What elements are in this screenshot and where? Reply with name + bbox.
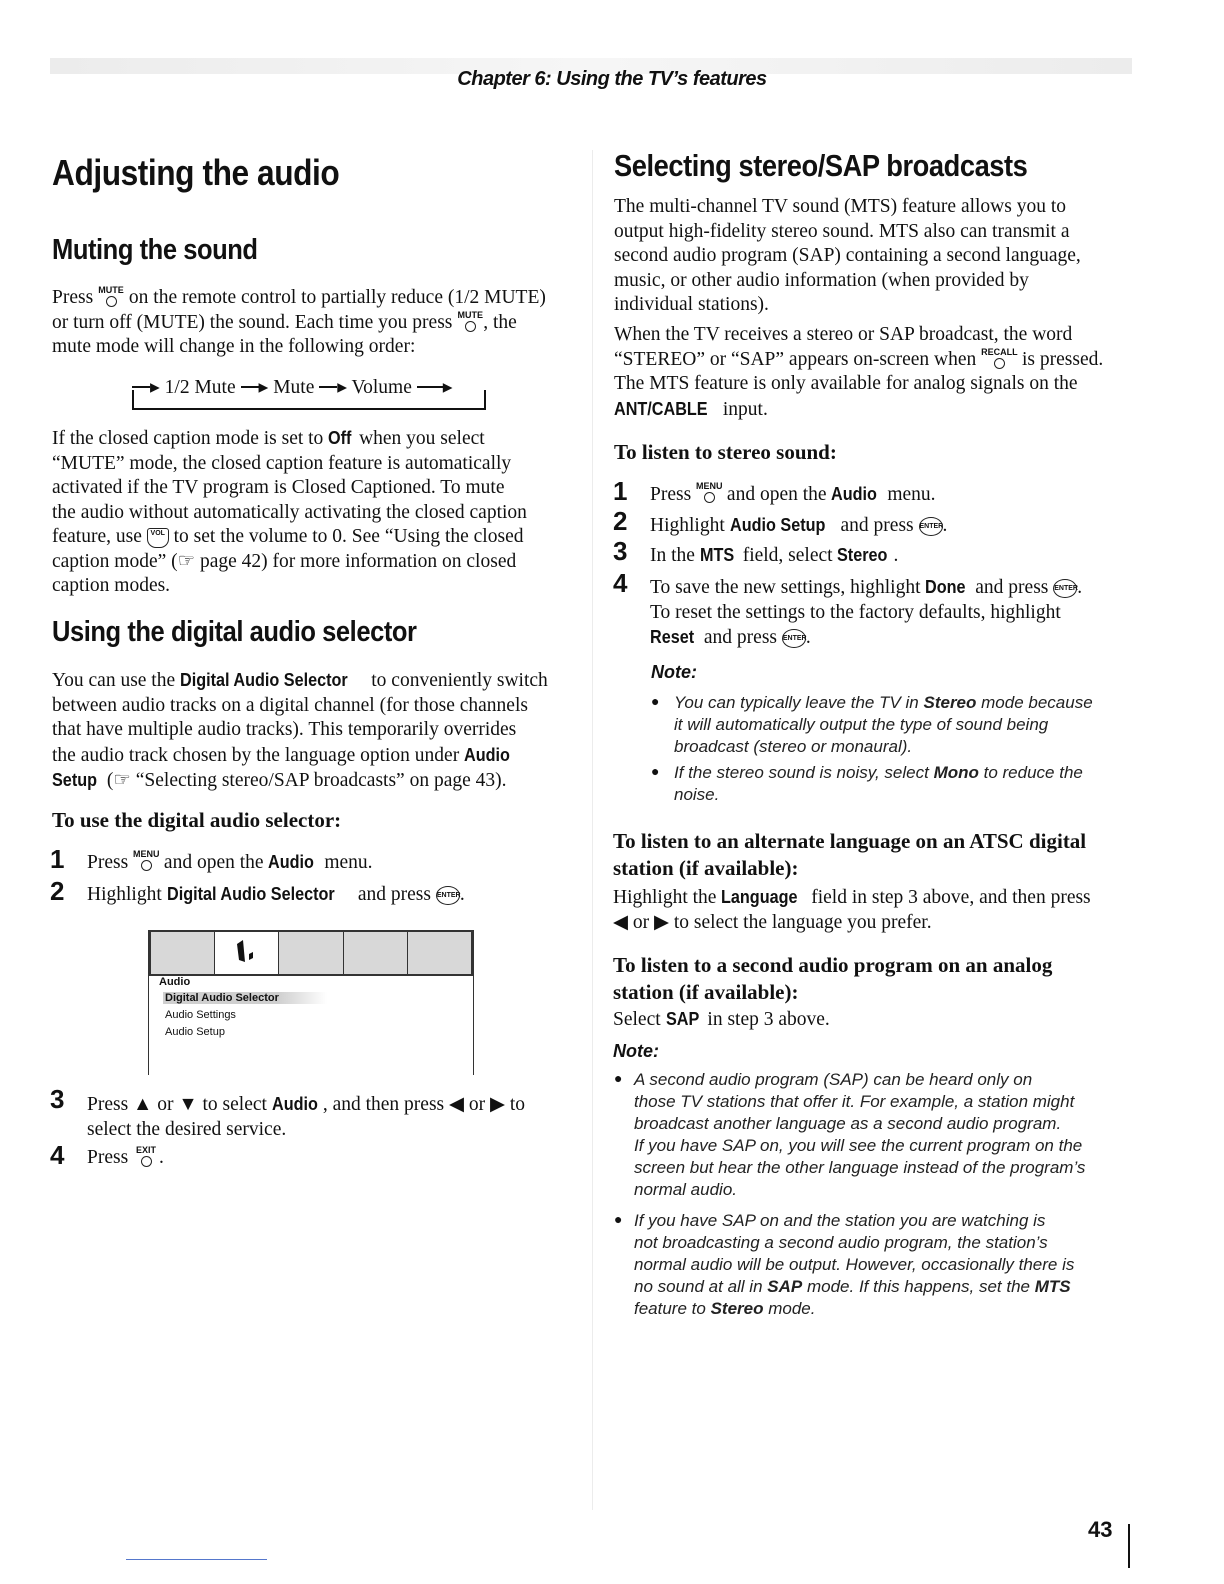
page-title: Adjusting the audio: [52, 152, 340, 193]
enter-button-icon: ENTER: [782, 629, 806, 648]
mute-button-icon: MUTE: [98, 286, 124, 308]
procedure-heading-sap: To listen to a second audio program on an analog station (if available):: [613, 953, 1053, 1004]
menu-tabs: [149, 930, 473, 976]
menu-button-icon: MENU: [696, 482, 722, 504]
pointing-hand-icon: ☞: [113, 770, 131, 791]
menu-title: Audio: [159, 976, 191, 988]
pointing-hand-icon: ☞: [177, 550, 196, 572]
stereo-paragraph-2: When the TV receives a stereo or SAP broadcast, the word “STEREO” or “SAP” appears on-screen when RECALL is pressed. The MTS feature is only available for analog signals on the ANT/CABLE input.: [614, 324, 1104, 420]
recall-button-icon: RECALL: [981, 348, 1017, 370]
mute-button-icon: MUTE: [457, 311, 483, 333]
step-number: 1: [613, 476, 628, 506]
menu-button-icon: MENU: [133, 850, 159, 872]
menu-item-digital-audio-selector[interactable]: Digital Audio Selector: [163, 992, 327, 1004]
stereo-step-2: Highlight Audio Setup and press ENTER.: [650, 515, 948, 536]
picture-tab-icon: [151, 932, 215, 974]
digital-step-4: Press EXIT .: [87, 1145, 164, 1168]
digital-step-2: Highlight Digital Audio Selector and press ENTER.: [87, 884, 465, 905]
procedure-heading-stereo: To listen to stereo sound:: [614, 440, 837, 464]
audio-tab-icon: [215, 932, 279, 974]
page-number-rule: [1128, 1524, 1130, 1568]
digital-paragraph: You can use the Digital Audio Selector to conveniently switch between audio tracks on a digital channel (for those channels that have multiple audio tracks). This temporarily overrides the audio track chosen by the language option under Audio Setup (☞ “Selecting stereo/SAP broadcasts” on page 43).: [52, 670, 548, 791]
bullet-icon: ●: [614, 1072, 623, 1087]
sap-note-2: If you have SAP on and the station you are watching is not broadcasting a second audio program, the station’s normal audio will be output. However, occasionally there is no sound at all in SAP mode. If this happens, set the MTS feature to Stereo mode.: [634, 1211, 1075, 1318]
procedure-heading-digital: To use the digital audio selector:: [52, 808, 342, 832]
stereo-step-1: Press MENU and open the Audio menu.: [650, 481, 936, 505]
step-number: 2: [50, 876, 65, 906]
menu-item-audio-setup[interactable]: Audio Setup: [165, 1026, 225, 1038]
step-number: 2: [613, 506, 628, 536]
applications-tab-icon: [408, 932, 471, 974]
seq-half-mute: 1/2 Mute: [164, 377, 236, 398]
stereo-step-4: To save the new settings, highlight Done and press ENTER. To reset the settings to the factory defaults, highlight Reset and press ENTER.: [650, 577, 1083, 648]
step-number: 1: [50, 844, 65, 874]
digital-step-1: Press MENU and open the Audio menu.: [87, 849, 373, 873]
seq-mute: Mute: [273, 377, 315, 398]
muting-paragraph-2: If the closed caption mode is set to Off when you select “MUTE” mode, the closed caption feature is automatically activated if the TV program is Closed Captioned. To mute the audio without automatically activating the closed caption feature, use VOL to set the volume to 0. See “Using the closed caption mode” (☞ page 42) for more information on closed caption modes.: [52, 428, 527, 596]
bullet-icon: ●: [614, 1213, 623, 1228]
step-number: 3: [613, 536, 628, 566]
column-divider: [592, 150, 593, 1510]
step-number: 4: [50, 1140, 65, 1170]
footer-rule: [126, 1559, 267, 1560]
lock-tab-icon: [344, 932, 408, 974]
stereo-note-2: If the stereo sound is noisy, select Mono to reduce the noise.: [674, 763, 1083, 804]
stereo-paragraph-1: The multi-channel TV sound (MTS) feature allows you to output high-fidelity stereo sound. MTS also can transmit a second audio program (SAP) containing a second language, music, or other audio information (when provided by individual stations).: [614, 196, 1081, 315]
vol-button-icon: VOL: [147, 528, 169, 548]
note-label: Note:: [613, 1041, 659, 1061]
page-number: 43: [1088, 1517, 1113, 1542]
seq-volume: Volume: [351, 377, 412, 398]
exit-button-icon: EXIT: [133, 1146, 159, 1168]
enter-button-icon: ENTER: [436, 886, 460, 905]
chapter-title: Chapter 6: Using the TV’s features: [457, 68, 767, 90]
audio-menu-screenshot: [148, 930, 474, 1075]
menu-item-audio-settings[interactable]: Audio Settings: [165, 1009, 236, 1021]
step-number: 3: [50, 1084, 65, 1114]
section-heading-digital: Using the digital audio selector: [52, 616, 417, 648]
sap-paragraph: Select SAP in step 3 above.: [613, 1009, 830, 1030]
digital-step-3: Press ▲ or ▼ to select Audio , and then press ◀ or ▶ to select the desired service.: [87, 1094, 526, 1140]
sap-note-1: A second audio program (SAP) can be heard only on those TV stations that offer it. For example, a station might broadcast another language as a second audio program. If you have SAP on, you will see the current program on the screen but hear the other language instead of the program’s normal audio.: [634, 1070, 1086, 1199]
enter-button-icon: ENTER: [919, 517, 943, 536]
note-label: Note:: [651, 662, 697, 682]
stereo-step-3: In the MTS field, select Stereo .: [650, 545, 899, 566]
section-heading-stereo-sap: Selecting stereo/SAP broadcasts: [614, 148, 1028, 183]
enter-button-icon: ENTER: [1053, 579, 1077, 598]
bullet-icon: ●: [651, 765, 660, 780]
section-heading-muting: Muting the sound: [52, 234, 258, 266]
bullet-icon: ●: [651, 695, 660, 710]
procedure-heading-alternate-language: To listen to an alternate language on an ATSC digital station (if available):: [613, 829, 1087, 880]
muting-paragraph-1: Press MUTE on the remote control to partially reduce (1/2 MUTE) or turn off (MUTE) the sound. Each time you press MUTE , the mute mode will change in the following order:: [52, 285, 546, 357]
step-number: 4: [613, 568, 628, 598]
mute-sequence-diagram: ▸ 1/2 Mute ▸ Mute ▸ Volume ▸: [132, 376, 492, 412]
setup-tab-icon: [279, 932, 343, 974]
stereo-note-1: You can typically leave the TV in Stereo mode because it will automatically output the type of sound being broadcast (stereo or monaural).: [674, 693, 1093, 756]
alternate-language-paragraph: Highlight the Language field in step 3 above, and then press ◀ or ▶ to select the language you prefer.: [613, 887, 1091, 933]
